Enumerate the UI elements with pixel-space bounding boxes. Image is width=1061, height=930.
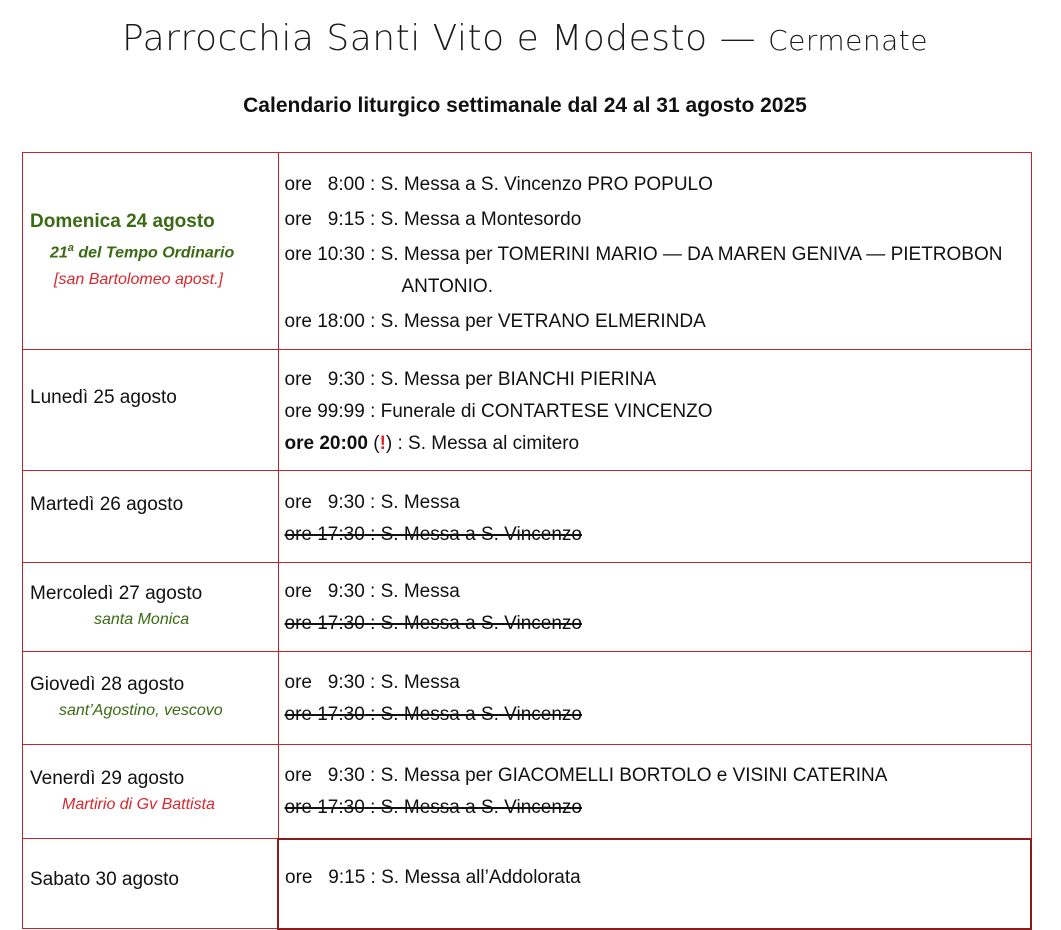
saint-name: [san Bartolomeo apost.] (54, 270, 223, 288)
day-cell (23, 563, 279, 652)
saint-name: Martirio di Gv Battista (62, 795, 215, 813)
day-cell (23, 839, 279, 929)
entries-cell (278, 652, 1031, 745)
entries-cell (278, 153, 1031, 350)
entry: ore 9:30 : S. Messa per GIACOMELLI BORTOLO e VISINI CATERINA (284, 765, 888, 786)
entry: ore 9:30 : S. Messa (284, 672, 460, 693)
day-cell (23, 652, 279, 745)
day-name: Lunedì 25 agosto (30, 387, 177, 408)
day-name: Mercoledì 27 agosto (30, 583, 203, 604)
entry: ore 18:00 : S. Messa per VETRANO ELMERINDA (284, 311, 706, 332)
entry: ore 10:30 : S. Messa per TOMERINI MARIO — DA MAREN GENIVA — PIETROBON ANTONIO. (284, 244, 1007, 297)
entries-cell (278, 745, 1031, 839)
cancelled-entry: ore 17:30 : S. Messa a S. Vincenzo (284, 524, 582, 545)
table-row (23, 471, 1032, 563)
saint-name: santa Monica (94, 611, 190, 628)
entry: ore 99:99 : Funerale di CONTARTESE VINCENZO (284, 401, 713, 422)
page-title (0, 18, 1050, 59)
table-row (23, 153, 1032, 350)
entries-cell (278, 563, 1031, 652)
title-parish: Parrocchia Santi Vito e Modesto (122, 18, 708, 59)
day-cell (23, 350, 279, 471)
entry: ore 9:30 : S. Messa (284, 581, 460, 602)
liturgical-week: 21$^a$ del Tempo Ordinario (50, 242, 235, 262)
cancelled-entry: ore 17:30 : S. Messa a S. Vincenzo (284, 613, 582, 634)
warning-mark: ! (379, 433, 386, 454)
title-place: Cermenate (768, 24, 928, 57)
calendar-table (22, 152, 1032, 930)
table-row (23, 839, 1032, 929)
entries-cell (278, 471, 1031, 563)
entry: ore 9:30 : S. Messa (284, 492, 460, 513)
table-row (23, 652, 1032, 745)
day-name: Martedì 26 agosto (30, 493, 184, 515)
day-name: Sabato 30 agosto (30, 869, 179, 890)
day-cell (23, 745, 279, 839)
day-cell (23, 153, 279, 350)
day-name: Giovedì 28 agosto (30, 674, 185, 695)
table-row (23, 563, 1032, 652)
title-separator: — (707, 18, 769, 59)
entry: ore 9:30 : S. Messa per BIANCHI PIERINA (284, 369, 657, 390)
entry: ore 8:00 : S. Messa a S. Vincenzo PRO POPULO (284, 174, 713, 195)
day-cell (23, 471, 279, 563)
day-name: Domenica 24 agosto (30, 211, 215, 233)
entries-cell (278, 350, 1031, 471)
cancelled-entry: ore 17:30 : S. Messa a S. Vincenzo (284, 704, 582, 725)
day-name: Venerdì 29 agosto (30, 767, 185, 789)
page-subtitle: Calendario liturgico settimanale dal 24 al 31 agosto 2025 (243, 94, 807, 117)
cancelled-entry: ore 17:30 : S. Messa a S. Vincenzo (284, 797, 582, 818)
entry: ore 9:15 : S. Messa a Montesordo (284, 209, 582, 230)
table-row (23, 745, 1032, 839)
entry: ore 20:00 (!) : S. Messa al cimitero (284, 433, 580, 454)
saint-name: sant’Agostino, vescovo (59, 702, 223, 719)
entries-cell (278, 839, 1031, 929)
entry: ore 9:15 : S. Messa all’Addolorata (285, 866, 581, 888)
table-row (23, 350, 1032, 471)
